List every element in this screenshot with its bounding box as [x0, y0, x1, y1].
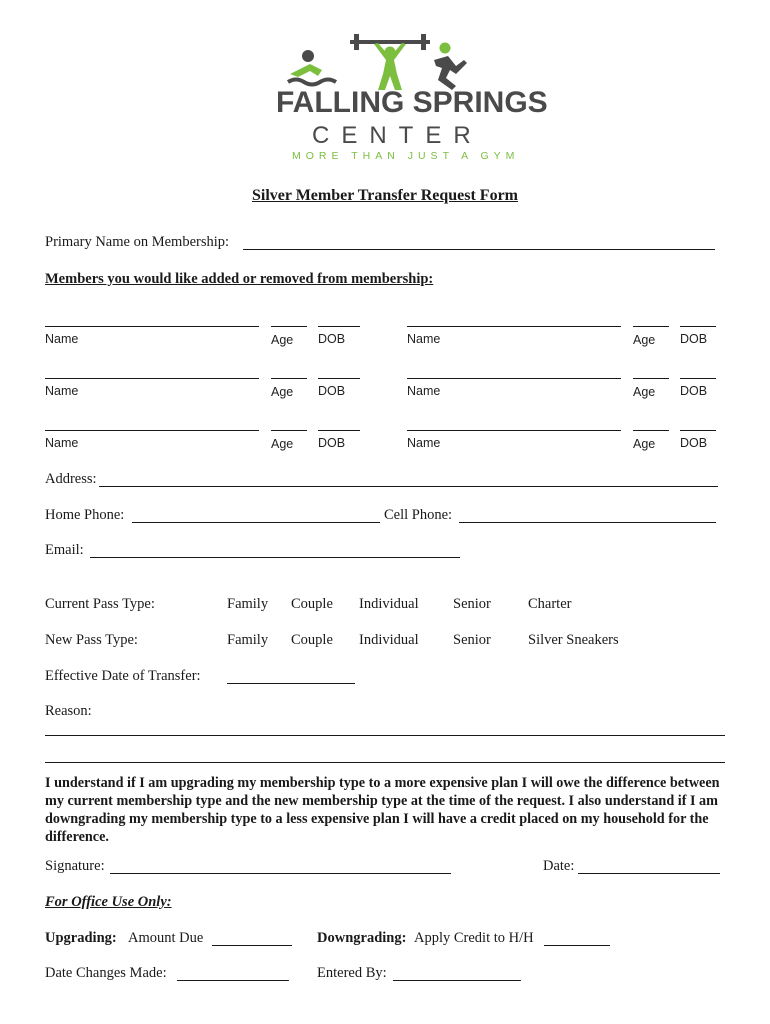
- address-field[interactable]: [99, 486, 718, 487]
- member-age-label: Age: [271, 437, 294, 451]
- member-name-label: Name: [407, 436, 441, 450]
- member-name-field[interactable]: [407, 378, 621, 379]
- member-dob-field[interactable]: [318, 430, 360, 431]
- new-pass-option-silver-sneakers[interactable]: Silver Sneakers: [528, 632, 619, 648]
- member-dob-field[interactable]: [680, 430, 716, 431]
- apply-credit-field[interactable]: [544, 945, 610, 946]
- logo: [270, 30, 548, 165]
- address-label: Address:: [45, 471, 97, 487]
- member-name-label: Name: [407, 332, 441, 346]
- logo-athletes-icon: [270, 30, 500, 92]
- members-heading: Members you would like added or removed from membership:: [45, 271, 434, 287]
- member-name-label: Name: [407, 384, 441, 398]
- member-name-label: Name: [45, 384, 79, 398]
- date-label: Date:: [543, 858, 575, 874]
- effective-date-label: Effective Date of Transfer:: [45, 668, 201, 684]
- new-pass-option-senior[interactable]: Senior: [453, 632, 491, 648]
- reason-field-line-1[interactable]: [45, 735, 725, 736]
- member-age-field[interactable]: [271, 326, 307, 327]
- current-pass-option-family[interactable]: Family: [227, 596, 269, 612]
- brand-name: FALLING SPRINGS: [276, 86, 548, 119]
- date-changes-label: Date Changes Made:: [45, 965, 167, 981]
- member-dob-field[interactable]: [680, 326, 716, 327]
- office-use-heading: For Office Use Only:: [45, 894, 172, 910]
- member-dob-label: DOB: [680, 332, 708, 346]
- effective-date-field[interactable]: [227, 683, 355, 684]
- current-pass-option-charter[interactable]: Charter: [528, 596, 572, 612]
- member-dob-field[interactable]: [318, 378, 360, 379]
- amount-due-label: Amount Due: [128, 930, 204, 946]
- member-dob-label: DOB: [680, 384, 708, 398]
- home-phone-field[interactable]: [132, 522, 380, 523]
- member-age-field[interactable]: [633, 430, 669, 431]
- new-pass-option-family[interactable]: Family: [227, 632, 269, 648]
- member-age-field[interactable]: [271, 430, 307, 431]
- member-name-field[interactable]: [45, 326, 259, 327]
- member-name-field[interactable]: [407, 430, 621, 431]
- member-name-label: Name: [45, 332, 79, 346]
- member-age-label: Age: [271, 385, 294, 399]
- current-pass-option-couple[interactable]: Couple: [291, 596, 333, 612]
- member-dob-label: DOB: [318, 384, 346, 398]
- date-changes-field[interactable]: [177, 980, 289, 981]
- member-name-label: Name: [45, 436, 79, 450]
- member-age-field[interactable]: [633, 326, 669, 327]
- member-age-field[interactable]: [633, 378, 669, 379]
- apply-credit-label: Apply Credit to H/H: [414, 930, 534, 946]
- email-label: Email:: [45, 542, 84, 558]
- member-name-field[interactable]: [45, 378, 259, 379]
- upgrading-label: Upgrading:: [45, 930, 117, 946]
- acknowledgement-text: I understand if I am upgrading my membership type to a more expensive plan I will owe the difference between my current membership type and the new membership type at the time of the request. I also understand if I am downgrading my membership type to a less expensive plan I will have a credit placed on my household for the difference.: [45, 775, 720, 845]
- reason-label: Reason:: [45, 703, 92, 719]
- form-title: Silver Member Transfer Request Form: [251, 187, 519, 204]
- new-pass-option-individual[interactable]: Individual: [359, 632, 419, 648]
- member-dob-field[interactable]: [318, 326, 360, 327]
- current-pass-option-individual[interactable]: Individual: [359, 596, 419, 612]
- member-dob-field[interactable]: [680, 378, 716, 379]
- cell-phone-label: Cell Phone:: [384, 507, 453, 523]
- email-field[interactable]: [90, 557, 460, 558]
- current-pass-label: Current Pass Type:: [45, 596, 155, 612]
- member-dob-label: DOB: [318, 332, 346, 346]
- member-age-label: Age: [633, 385, 656, 399]
- member-age-field[interactable]: [271, 378, 307, 379]
- amount-due-field[interactable]: [212, 945, 292, 946]
- brand-subname: CENTER: [312, 122, 483, 149]
- entered-by-field[interactable]: [393, 980, 521, 981]
- signature-field[interactable]: [110, 873, 451, 874]
- reason-field-line-2[interactable]: [45, 762, 725, 763]
- date-field[interactable]: [578, 873, 720, 874]
- primary-name-field[interactable]: [243, 249, 715, 250]
- member-dob-label: DOB: [318, 436, 346, 450]
- member-dob-label: DOB: [680, 436, 708, 450]
- new-pass-option-couple[interactable]: Couple: [291, 632, 333, 648]
- member-age-label: Age: [633, 437, 656, 451]
- signature-label: Signature:: [45, 858, 105, 874]
- member-age-label: Age: [633, 333, 656, 347]
- member-name-field[interactable]: [45, 430, 259, 431]
- downgrading-label: Downgrading:: [317, 930, 407, 946]
- home-phone-label: Home Phone:: [45, 507, 125, 523]
- brand-tagline: MORE THAN JUST A GYM: [292, 150, 520, 162]
- primary-name-label: Primary Name on Membership:: [45, 234, 230, 250]
- new-pass-label: New Pass Type:: [45, 632, 138, 648]
- current-pass-option-senior[interactable]: Senior: [453, 596, 491, 612]
- cell-phone-field[interactable]: [459, 522, 716, 523]
- member-name-field[interactable]: [407, 326, 621, 327]
- member-age-label: Age: [271, 333, 294, 347]
- entered-by-label: Entered By:: [317, 965, 387, 981]
